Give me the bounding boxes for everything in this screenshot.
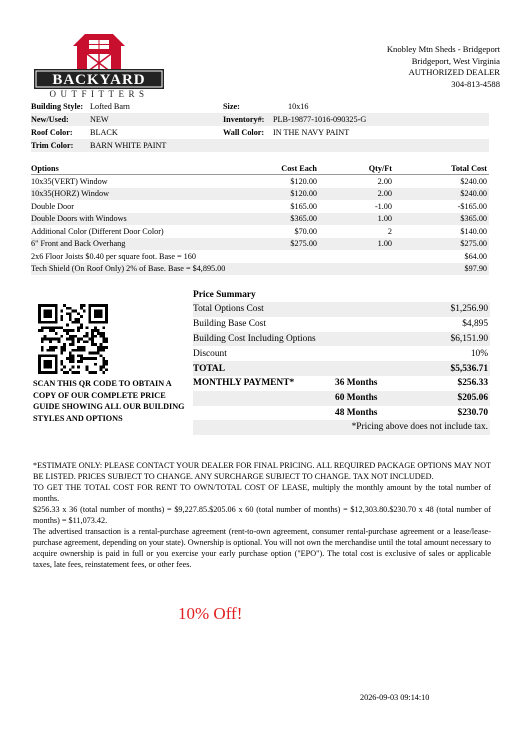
option-total: $240.00	[460, 189, 487, 199]
disclaimer-estimate: *ESTIMATE ONLY: PLEASE CONTACT YOUR DEALER FOR FINAL PRICING. ALL REQUIRED PACKAGE OPTIONS MAY NOT BE LISTED. PRICES SUBJECT TO CHANGE. ANY SURCHARGE SUBJECT TO CHANGE. TAX NOT INCLUDED.	[33, 461, 491, 481]
info-row	[31, 100, 489, 113]
disclaimer-rental-purchase: The advertised transaction is a rental-purchase agreement (rent-to-own agreement, consumer rental-purchase agreement or a lease/lease-purchase agreement, depending on your state). Ownership is optional. You will not own the merchandise until the total amount necessary to acquire ownership is paid in full or you exercise your early purchase option ("EPO"). The total cost is exclusive of sales or applicable taxes, late fees, reinstatement fees, or other fees.	[33, 527, 491, 569]
option-name: 2x6 Floor Joists $0.40 per square foot. Base = 160	[31, 251, 196, 261]
options-table	[31, 162, 489, 275]
wall-value: IN THE NAVY PAINT	[273, 128, 350, 137]
info-row	[31, 126, 489, 139]
table-row	[31, 200, 489, 213]
summary-label: Building Cost Including Options	[193, 333, 316, 344]
option-qty: -1.00	[374, 201, 392, 211]
summary-value: $6,151.90	[450, 333, 488, 344]
table-row	[31, 213, 489, 226]
summary-label: Total Options Cost	[193, 304, 264, 315]
option-total: -$165.00	[457, 201, 487, 211]
wall-label: Wall Color:	[223, 128, 265, 137]
qr-caption: SCAN THIS QR CODE TO OBTAIN A COPY OF OUR COMPLETE PRICE GUIDE SHOWING ALL OUR BUILDING STYLES AND OPTIONS	[33, 379, 185, 423]
option-name: Tech Shield (On Roof Only) 2% of Base. Base = $4,895.00	[31, 264, 226, 274]
monthly-term: 48 Months	[335, 407, 378, 418]
header-qty: Qty/Ft	[368, 163, 392, 173]
qr-code[interactable]	[38, 304, 108, 374]
table-row	[31, 225, 489, 238]
summary-value: $1,256.90	[450, 304, 488, 315]
dealer-info	[387, 44, 500, 90]
table-row	[31, 175, 489, 188]
table-row	[31, 263, 489, 276]
price-summary	[193, 288, 490, 435]
total-label: TOTAL	[193, 363, 225, 374]
disclaimer-calculation: $256.33 x 36 (total number of months) = $9,227.85.$205.06 x 60 (total number of months) = $12,303.80.$230.70 x 48 (total number of months) = $11,073.42.	[33, 505, 491, 525]
option-cost: $120.00	[290, 176, 317, 186]
summary-label: Discount	[193, 348, 227, 359]
monthly-term: 36 Months	[335, 378, 378, 389]
summary-row	[193, 332, 490, 347]
roof-value: BLACK	[90, 128, 118, 137]
options-header	[31, 162, 489, 175]
size-value: 10x16	[288, 102, 309, 111]
price-summary-title: Price Summary	[193, 290, 256, 300]
option-total: $140.00	[460, 226, 487, 236]
option-cost: $120.00	[290, 189, 317, 199]
new-used-label: New/Used:	[31, 115, 69, 124]
monthly-term: 60 Months	[335, 393, 378, 404]
summary-row	[193, 317, 490, 332]
header-total: Total Cost	[451, 163, 487, 173]
trim-label: Trim Color:	[31, 141, 74, 150]
option-cost: $165.00	[290, 201, 317, 211]
summary-row	[193, 302, 490, 317]
dealer-city: Bridgeport, West Virginia	[411, 55, 500, 66]
option-name: Double Doors with Windows	[31, 214, 127, 224]
monthly-amount: $256.33	[457, 378, 488, 389]
style-label: Building Style:	[31, 102, 84, 111]
table-row	[31, 238, 489, 251]
option-qty: 1.00	[377, 239, 392, 249]
timestamp: 2026-09-03 09:14:10	[360, 693, 430, 702]
style-value: Lofted Barn	[90, 102, 130, 111]
option-cost: $365.00	[290, 214, 317, 224]
inventory-value: PLB-19877-1016-090325-G	[273, 115, 367, 124]
disclaimer	[33, 460, 491, 570]
roof-label: Roof Color:	[31, 128, 73, 137]
monthly-row	[193, 406, 490, 421]
monthly-row	[193, 391, 490, 406]
option-cost: $275.00	[290, 239, 317, 249]
info-row	[31, 113, 489, 126]
header-options: Options	[31, 163, 59, 173]
option-name: 10x35(HORZ) Window	[31, 189, 109, 199]
option-cost: $70.00	[294, 226, 317, 236]
dealer-phone: 304-813-4588	[451, 78, 500, 89]
inventory-label: Inventory#:	[223, 115, 265, 124]
option-total: $240.00	[460, 176, 487, 186]
summary-label: Building Base Cost	[193, 319, 266, 330]
total-value: $5,536.71	[450, 363, 488, 374]
building-info	[31, 100, 489, 152]
promo-text: 10% Off!	[178, 604, 243, 623]
option-name: 6" Front and Back Overhang	[31, 239, 126, 249]
monthly-row	[193, 376, 490, 391]
table-row	[31, 250, 489, 263]
total-row	[193, 361, 490, 376]
option-name: 10x35(VERT) Window	[31, 176, 108, 186]
disclaimer-total-cost: TO GET THE TOTAL COST FOR RENT TO OWN/TOTAL COST OF LEASE, multiply the monthly amount by the total number of months.	[33, 483, 491, 503]
option-total: $64.00	[464, 251, 487, 261]
table-row	[31, 188, 489, 201]
option-name: Additional Color (Different Door Color)	[31, 226, 164, 236]
summary-value: $4,895	[462, 319, 488, 330]
option-qty: 2.00	[377, 189, 392, 199]
size-label: Size:	[223, 102, 240, 111]
tax-note: *Pricing above does not include tax.	[193, 420, 490, 435]
summary-row	[193, 346, 490, 361]
dealer-name: Knobley Mtn Sheds - Bridgeport	[386, 44, 500, 54]
summary-value: 10%	[470, 348, 488, 359]
info-row	[31, 139, 489, 152]
new-used-value: NEW	[90, 115, 109, 124]
monthly-amount: $205.06	[457, 393, 488, 404]
trim-value: BARN WHITE PAINT	[90, 141, 167, 150]
header-cost: Cost Each	[281, 163, 317, 173]
option-total: $97.90	[464, 264, 487, 274]
backyard-outfitters-logo	[33, 32, 165, 98]
option-name: Double Door	[31, 201, 74, 211]
option-total: $275.00	[460, 239, 487, 249]
monthly-amount: $230.70	[457, 407, 488, 418]
monthly-label: MONTHLY PAYMENT*	[193, 378, 295, 389]
option-total: $365.00	[460, 214, 487, 224]
logo-line2: OUTFITTERS	[49, 89, 149, 98]
option-qty: 1.00	[377, 214, 392, 224]
option-qty: 2.00	[377, 176, 392, 186]
dealer-status: AUTHORIZED DEALER	[408, 67, 500, 77]
logo-line1: BACKYARD	[52, 72, 146, 88]
option-qty: 2	[387, 226, 392, 236]
